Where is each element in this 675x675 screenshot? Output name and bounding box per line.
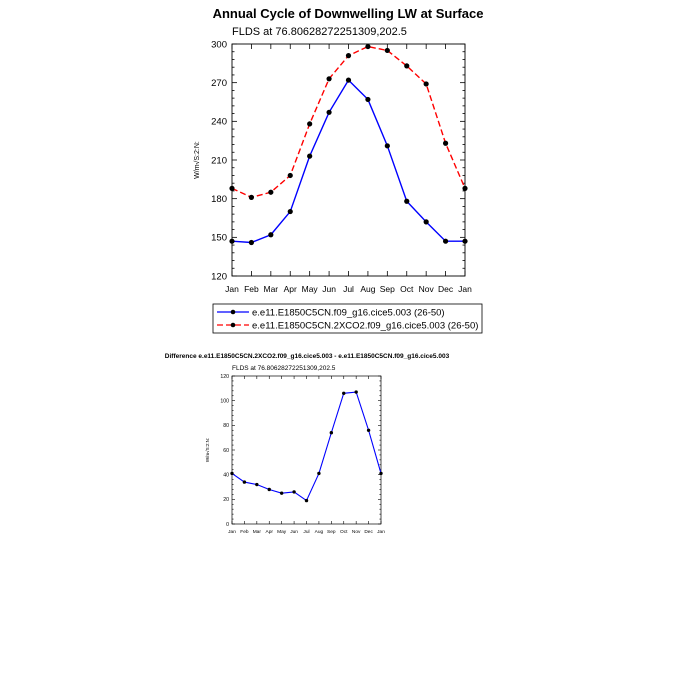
x-tick-label: Jun <box>290 530 298 535</box>
data-point <box>280 491 283 494</box>
y-tick-label: 300 <box>211 39 227 51</box>
data-point <box>288 209 293 214</box>
x-tick-label: Jan <box>377 530 385 535</box>
data-point <box>404 199 409 204</box>
x-tick-label: Mar <box>252 530 261 535</box>
x-tick-label: Oct <box>400 284 414 294</box>
x-tick-label: Sep <box>379 284 395 294</box>
data-point <box>443 239 448 244</box>
chart-subtitle: FLDS at 76.80628272251309,202.5 <box>232 365 336 372</box>
y-tick-label: 180 <box>211 193 227 205</box>
data-point <box>424 81 429 86</box>
data-point <box>385 48 390 53</box>
data-point <box>229 239 234 244</box>
y-axis-label: W/m√S:2:N: <box>205 437 210 463</box>
x-tick-label: Feb <box>240 530 249 535</box>
y-tick-label: 60 <box>223 447 229 454</box>
x-tick-label: May <box>277 530 287 535</box>
x-tick-label: Aug <box>314 530 324 535</box>
x-tick-label: Mar <box>263 284 279 294</box>
data-point <box>317 472 320 475</box>
x-tick-label: Jan <box>225 284 239 294</box>
legend-marker-1 <box>231 310 236 315</box>
data-point <box>346 53 351 58</box>
x-tick-label: Apr <box>283 284 297 294</box>
data-point <box>268 190 273 195</box>
y-tick-label: 100 <box>220 398 229 405</box>
data-point <box>443 141 448 146</box>
data-point <box>365 44 370 49</box>
legend-marker-2 <box>231 323 236 328</box>
data-point <box>367 429 370 432</box>
y-tick-label: 120 <box>211 271 227 283</box>
x-tick-label: Nov <box>418 284 434 294</box>
data-point <box>268 488 271 491</box>
y-tick-label: 210 <box>211 155 227 167</box>
data-point <box>354 390 357 393</box>
x-tick-label: Feb <box>244 284 259 294</box>
data-point <box>385 143 390 148</box>
x-tick-label: Oct <box>340 530 348 535</box>
x-tick-label: Jun <box>322 284 336 294</box>
x-tick-label: Dec <box>438 284 454 294</box>
legend-label-2: e.e11.E1850C5CN.2XCO2.f09_g16.cice5.003 (26-50) <box>252 320 479 332</box>
data-point <box>462 186 467 191</box>
y-tick-label: 240 <box>211 116 227 128</box>
data-point <box>230 472 233 475</box>
data-point <box>292 490 295 493</box>
y-tick-label: 40 <box>223 472 229 479</box>
y-tick-label: 0 <box>226 521 229 528</box>
y-tick-label: 270 <box>211 77 227 89</box>
data-point <box>249 195 254 200</box>
data-point <box>326 110 331 115</box>
x-tick-label: Jan <box>458 284 472 294</box>
y-axis-label: W/m√S:2:N: <box>194 141 201 179</box>
data-point <box>268 232 273 237</box>
x-tick-label: May <box>301 284 318 294</box>
data-point <box>379 472 382 475</box>
data-point <box>249 240 254 245</box>
x-tick-label: Jan <box>228 530 236 535</box>
data-point <box>307 121 312 126</box>
data-point <box>404 63 409 68</box>
data-point <box>229 186 234 191</box>
data-point <box>255 483 258 486</box>
chart-subtitle: FLDS at 76.80628272251309,202.5 <box>232 26 407 38</box>
x-tick-label: Dec <box>364 530 373 535</box>
y-tick-label: 80 <box>223 423 229 430</box>
chart-title: Difference e.e11.E1850C5CN.2XCO2.f09_g16.cice5.003 - e.e11.E1850C5CN.f09_g16.cice5.003 <box>164 353 450 360</box>
data-point <box>288 173 293 178</box>
chart-title: Annual Cycle of Downwelling LW at Surface <box>212 6 484 21</box>
data-point <box>346 77 351 82</box>
x-tick-label: Nov <box>351 530 361 535</box>
data-point <box>330 431 333 434</box>
x-tick-label: Sep <box>327 530 336 535</box>
data-point <box>342 392 345 395</box>
x-tick-label: Jul <box>343 284 354 294</box>
x-tick-label: Apr <box>265 530 273 535</box>
data-point <box>462 239 467 244</box>
legend-label-1: e.e11.E1850C5CN.f09_g16.cice5.003 (26-50) <box>252 307 445 319</box>
data-point <box>243 480 246 483</box>
data-point <box>305 499 308 502</box>
y-tick-label: 150 <box>211 232 227 244</box>
x-tick-label: Jul <box>303 530 310 535</box>
x-tick-label: Aug <box>360 284 376 294</box>
data-point <box>424 219 429 224</box>
data-point <box>307 154 312 159</box>
y-tick-label: 20 <box>223 497 229 504</box>
y-tick-label: 120 <box>220 373 229 380</box>
data-point <box>365 97 370 102</box>
data-point <box>326 76 331 81</box>
